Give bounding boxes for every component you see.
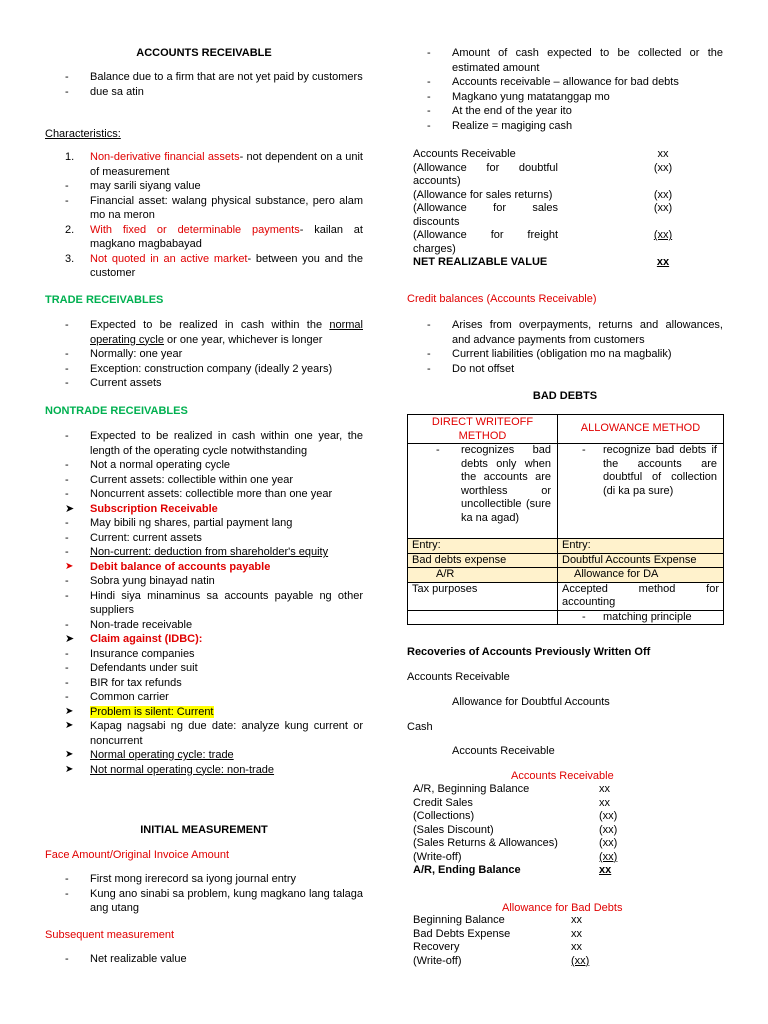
bad-debts-methods-table xyxy=(407,414,724,625)
characteristics-list xyxy=(45,150,363,281)
table-row: Credit Sales xx xyxy=(413,796,610,809)
ar-account-title: Accounts Receivable xyxy=(511,770,614,782)
list-item: - Arises from overpayments, returns and allowances, and advance payments from customers xyxy=(427,319,723,346)
list-item: - Exception: construction company (ideally 2 years) xyxy=(65,362,333,375)
nontrade-receivables-title: NONTRADE RECEIVABLES xyxy=(45,405,188,417)
arrow-bullet-icon: ➤ xyxy=(65,763,74,775)
list-item: - may sarili siyang value xyxy=(65,180,201,192)
list-item: - BIR for tax refunds xyxy=(65,676,182,689)
list-item: - May bibili ng shares, partial payment lang xyxy=(65,517,293,529)
recoveries-title: Recoveries of Accounts Previously Written Off xyxy=(407,646,651,658)
list-item: - Defendants under suit xyxy=(65,662,198,674)
list-item: - Net realizable value xyxy=(65,953,187,965)
list-item: ➤ Normal operating cycle: trade xyxy=(65,749,234,761)
table-row: (Allowance for freight charges) (xx) xyxy=(413,229,673,255)
list-item: - Common carrier xyxy=(65,691,169,703)
list-item: 1. Non-derivative financial assets- not dependent on a unit of measurement xyxy=(65,151,363,178)
table-row: (Write-off) (xx) xyxy=(413,954,590,967)
credit-balances-heading: Credit balances (Accounts Receivable) xyxy=(407,293,597,305)
net-realizable-value-table xyxy=(413,148,723,270)
table-row: (Allowance for doubtful accounts) (xx) xyxy=(413,161,673,187)
list-item: - Kung ano sinabi sa problem, kung magkano lang talaga ang utang xyxy=(65,887,363,914)
table-row: Bad debts expense Doubtful Accounts Expense xyxy=(408,553,724,568)
table-row: - recognizes bad debts only when the accounts are worthless or uncollectible (sure ka na agad) - recognize bad debts if the accounts are doubtful of collection (di ka pa sure) xyxy=(408,444,724,539)
allowance-account-title: Allowance for Bad Debts xyxy=(502,902,623,914)
table-row: DIRECT WRITEOFF METHOD ALLOWANCE METHOD xyxy=(408,415,724,444)
list-item: - First mong irerecord sa iyong journal entry xyxy=(65,873,297,885)
list-item: - Balance due to a firm that are not yet paid by customers xyxy=(65,71,363,83)
table-row: Tax purposes Accepted method for accounting xyxy=(408,582,724,610)
list-item: - Accounts receivable – allowance for bad debts xyxy=(427,76,679,88)
list-item: - Financial asset: walang physical substance, pero alam mo na meron xyxy=(65,194,363,221)
arrow-bullet-icon: ➤ xyxy=(65,705,74,717)
table-row: (Write-off) (xx) xyxy=(413,850,618,863)
recoveries-entry-debit-1: Accounts Receivable xyxy=(407,671,510,683)
table-row: (Allowance for sales returns) (xx) xyxy=(413,188,673,201)
arrow-bullet-icon: ➤ xyxy=(65,720,74,731)
table-row: A/R, Ending Balance xx xyxy=(413,864,612,876)
arrow-bullet-icon: ➤ xyxy=(65,749,74,760)
list-item: - Do not offset xyxy=(427,362,515,375)
list-item: - At the end of the year ito xyxy=(427,105,572,117)
list-item: - Sobra yung binayad natin xyxy=(65,575,215,587)
accounts-receivable-title: ACCOUNTS RECEIVABLE xyxy=(136,47,272,59)
initial-measurement-list xyxy=(45,872,363,916)
allowance-account-table xyxy=(413,914,611,968)
list-item: ➤ Kapag nagsabi ng due date: analyze kung current or noncurrent xyxy=(65,720,363,747)
arrow-bullet-icon: ➤ xyxy=(65,633,75,645)
list-item: - Current assets: collectible within one year xyxy=(65,473,293,486)
list-item: - Hindi siya minaminus sa accounts payable ng other suppliers xyxy=(65,589,363,616)
list-item: - Not a normal operating cycle xyxy=(65,459,231,471)
table-row: A/R, Beginning Balance xx xyxy=(413,783,610,795)
list-item: - Magkano yung matatanggap mo xyxy=(427,90,610,103)
list-item: - Amount of cash expected to be collected or the estimated amount xyxy=(427,47,723,74)
list-item: ➤ Problem is silent: Current xyxy=(65,705,214,718)
ar-account-table xyxy=(413,783,639,878)
list-item: - Normally: one year xyxy=(65,348,183,360)
ar-definition-list xyxy=(45,70,363,99)
table-row: (Allowance for sales discounts (xx) xyxy=(413,202,673,228)
list-item: - Non-current: deduction from shareholder's equity xyxy=(65,546,329,558)
nontrade-receivables-list xyxy=(45,429,363,777)
list-item: - Expected to be realized in cash within one year, the length of the operating cycle notwithstanding xyxy=(65,430,363,457)
table-row: Recovery xx xyxy=(413,941,582,953)
table-row: (Collections) (xx) xyxy=(413,810,618,822)
list-item: ➤ Claim against (IDBC): xyxy=(65,633,203,645)
table-row: Entry: Entry: xyxy=(408,539,724,554)
table-row: A/R Allowance for DA xyxy=(408,568,724,583)
recoveries-entry-credit-1: Allowance for Doubtful Accounts xyxy=(452,696,610,708)
table-row: NET REALIZABLE VALUE xx xyxy=(413,256,670,268)
nrv-definition-list xyxy=(407,46,723,133)
recoveries-entry-debit-2: Cash xyxy=(407,721,433,733)
initial-measurement-title: INITIAL MEASUREMENT xyxy=(140,824,268,836)
table-row: Accounts Receivable xx xyxy=(413,148,669,160)
characteristics-heading: Characteristics: xyxy=(45,128,121,140)
list-item: ➤ Debit balance of accounts payable xyxy=(65,560,271,573)
list-item: - Noncurrent assets: collectible more than one year xyxy=(65,488,333,500)
list-item: 3. Not quoted in an active market- between you and the customer xyxy=(65,252,363,279)
table-row: Bad Debts Expense xx xyxy=(413,927,582,940)
arrow-bullet-icon: ➤ xyxy=(65,560,74,572)
bad-debts-title: BAD DEBTS xyxy=(532,390,598,402)
table-row: Beginning Balance xx xyxy=(413,914,582,926)
recoveries-entry-credit-2: Accounts Receivable xyxy=(452,745,555,757)
list-item: - Current liabilities (obligation mo na magbalik) xyxy=(427,348,672,360)
list-item: ➤ Not normal operating cycle: non-trade xyxy=(65,763,275,776)
table-row: (Sales Returns & Allowances) (xx) xyxy=(413,837,618,849)
face-amount-heading: Face Amount/Original Invoice Amount xyxy=(45,849,230,861)
credit-balances-list xyxy=(407,318,723,376)
table-row: (Sales Discount) (xx) xyxy=(413,823,618,836)
subsequent-measurement-heading: Subsequent measurement xyxy=(45,929,175,941)
subsequent-measurement-list xyxy=(45,952,363,967)
table-row: - matching principle xyxy=(408,610,724,625)
trade-receivables-title: TRADE RECEIVABLES xyxy=(45,294,164,306)
list-item: - Current: current assets xyxy=(65,531,202,544)
list-item: - Insurance companies xyxy=(65,647,195,660)
list-item: 2. With fixed or determinable payments- kailan at magkano magbabayad xyxy=(65,223,363,250)
list-item: - Current assets xyxy=(65,377,162,389)
list-item: - due sa atin xyxy=(65,85,144,98)
list-item: - Non-trade receivable xyxy=(65,618,193,631)
trade-receivables-list xyxy=(45,318,363,391)
list-item: - Realize = magiging cash xyxy=(427,119,573,132)
list-item: ➤ Subscription Receivable xyxy=(65,502,218,515)
arrow-bullet-icon: ➤ xyxy=(65,502,75,515)
list-item: - Expected to be realized in cash within the normal operating cycle or one year, whichever is longer xyxy=(65,319,363,346)
